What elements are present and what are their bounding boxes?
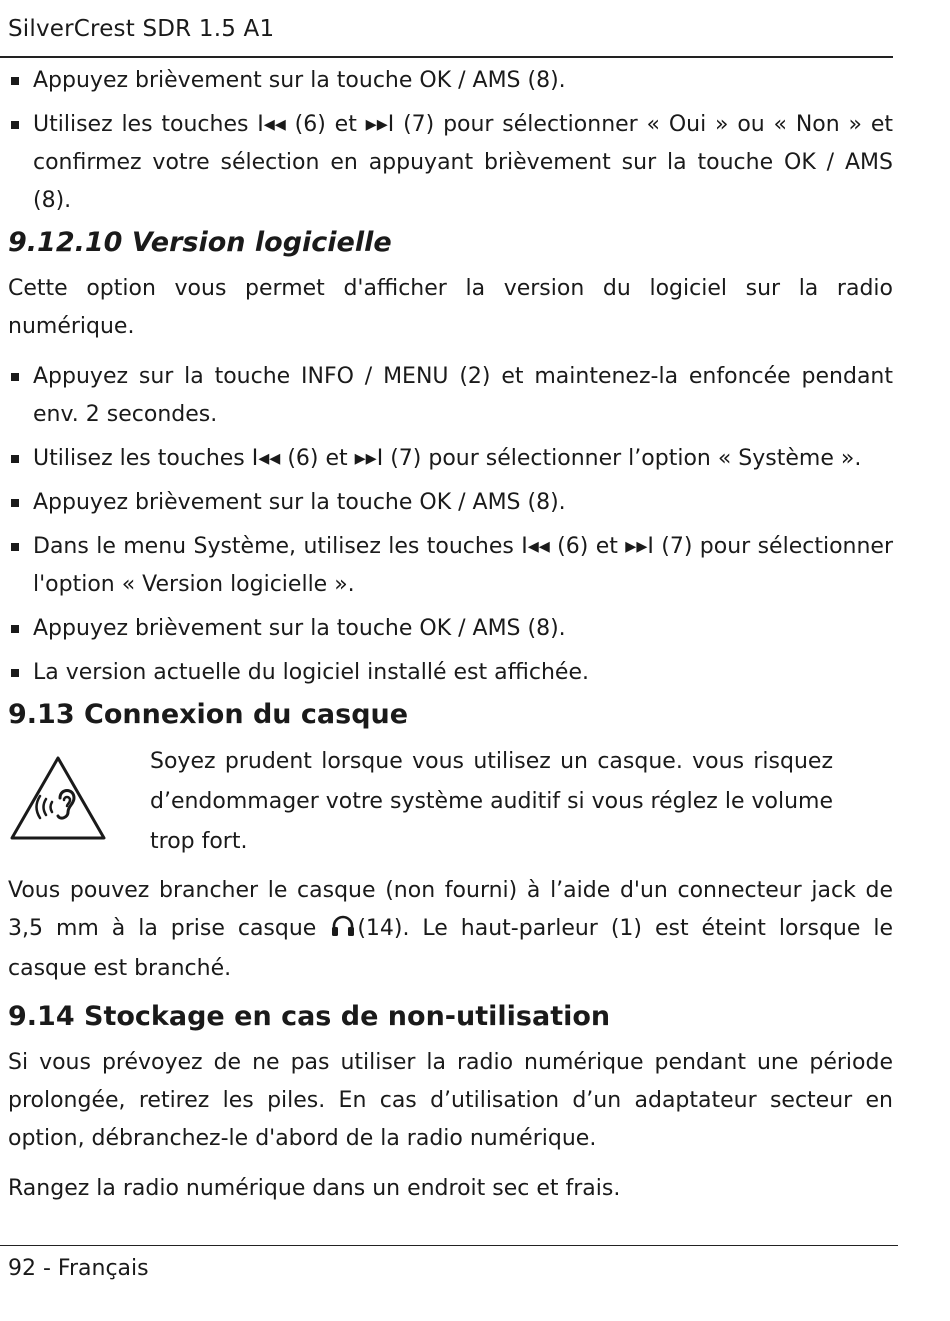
footer-divider (0, 1245, 898, 1246)
section-heading-version: 9.12.10 Version logicielle (8, 227, 392, 258)
list-item: Utilisez les touches I◂◂ (6) et ▸▸I (7) pour sélectionner « Oui » ou « Non » et confirmez votre sélection en appuyant brièvement sur la touche OK / AMS (8). (8, 106, 893, 220)
list-item: Utilisez les touches I◂◂ (6) et ▸▸I (7) pour sélectionner l’option « Système ». (8, 440, 893, 478)
warning-text: Soyez prudent lorsque vous utilisez un casque. vous risquez d’endommager votre système auditif si vous réglez le volume trop fort. (150, 749, 833, 854)
section-heading-stockage: 9.14 Stockage en cas de non-utilisation (8, 1001, 611, 1032)
bullet-icon (11, 455, 19, 463)
hearing-warning-icon (8, 742, 128, 846)
page-footer: 92 - Français (8, 1256, 149, 1281)
page-content (8, 62, 893, 1220)
storage-paragraph-1: Si vous prévoyez de ne pas utiliser la radio numérique pendant une période prolongée, retirez les piles. En cas d’utilisation d’un adaptateur secteur en option, débranchez-le d'abord de la radio numérique. (8, 1050, 893, 1151)
list-item: Appuyez brièvement sur la touche OK / AMS (8). (8, 62, 893, 100)
header-divider (0, 56, 893, 58)
headphone-paragraph: Vous pouvez brancher le casque (non fourni) à l’aide d'un connecteur jack de 3,5 mm à la prise casque (14). Le haut-parleur (1) est éteint lorsque le casque est branché. (8, 878, 894, 981)
bullet-icon (11, 669, 19, 677)
list-item: Appuyez brièvement sur la touche OK / AMS (8). (8, 484, 893, 522)
bullet-icon (11, 121, 19, 129)
page-header: SilverCrest SDR 1.5 A1 (8, 16, 275, 42)
list-item: La version actuelle du logiciel installé est affichée. (8, 654, 893, 692)
bullet-icon (11, 543, 19, 551)
intro-bullet-list (8, 62, 893, 220)
bullet-icon (11, 77, 19, 85)
bullet-icon (11, 625, 19, 633)
list-item: Dans le menu Système, utilisez les touches I◂◂ (6) et ▸▸I (7) pour sélectionner l'option « Version logicielle ». (8, 528, 893, 604)
list-item: Appuyez sur la touche INFO / MENU (2) et maintenez-la enfoncée pendant env. 2 secondes. (8, 358, 893, 434)
list-item: Appuyez brièvement sur la touche OK / AMS (8). (8, 610, 893, 648)
hearing-warning (8, 742, 893, 862)
storage-paragraph-2: Rangez la radio numérique dans un endroit sec et frais. (8, 1176, 621, 1201)
bullet-icon (11, 499, 19, 507)
headphone-icon (331, 912, 355, 950)
version-bullet-list (8, 358, 893, 692)
section-heading-casque: 9.13 Connexion du casque (8, 699, 409, 730)
section-intro: Cette option vous permet d'afficher la version du logiciel sur la radio numérique. (8, 276, 893, 339)
bullet-icon (11, 373, 19, 381)
